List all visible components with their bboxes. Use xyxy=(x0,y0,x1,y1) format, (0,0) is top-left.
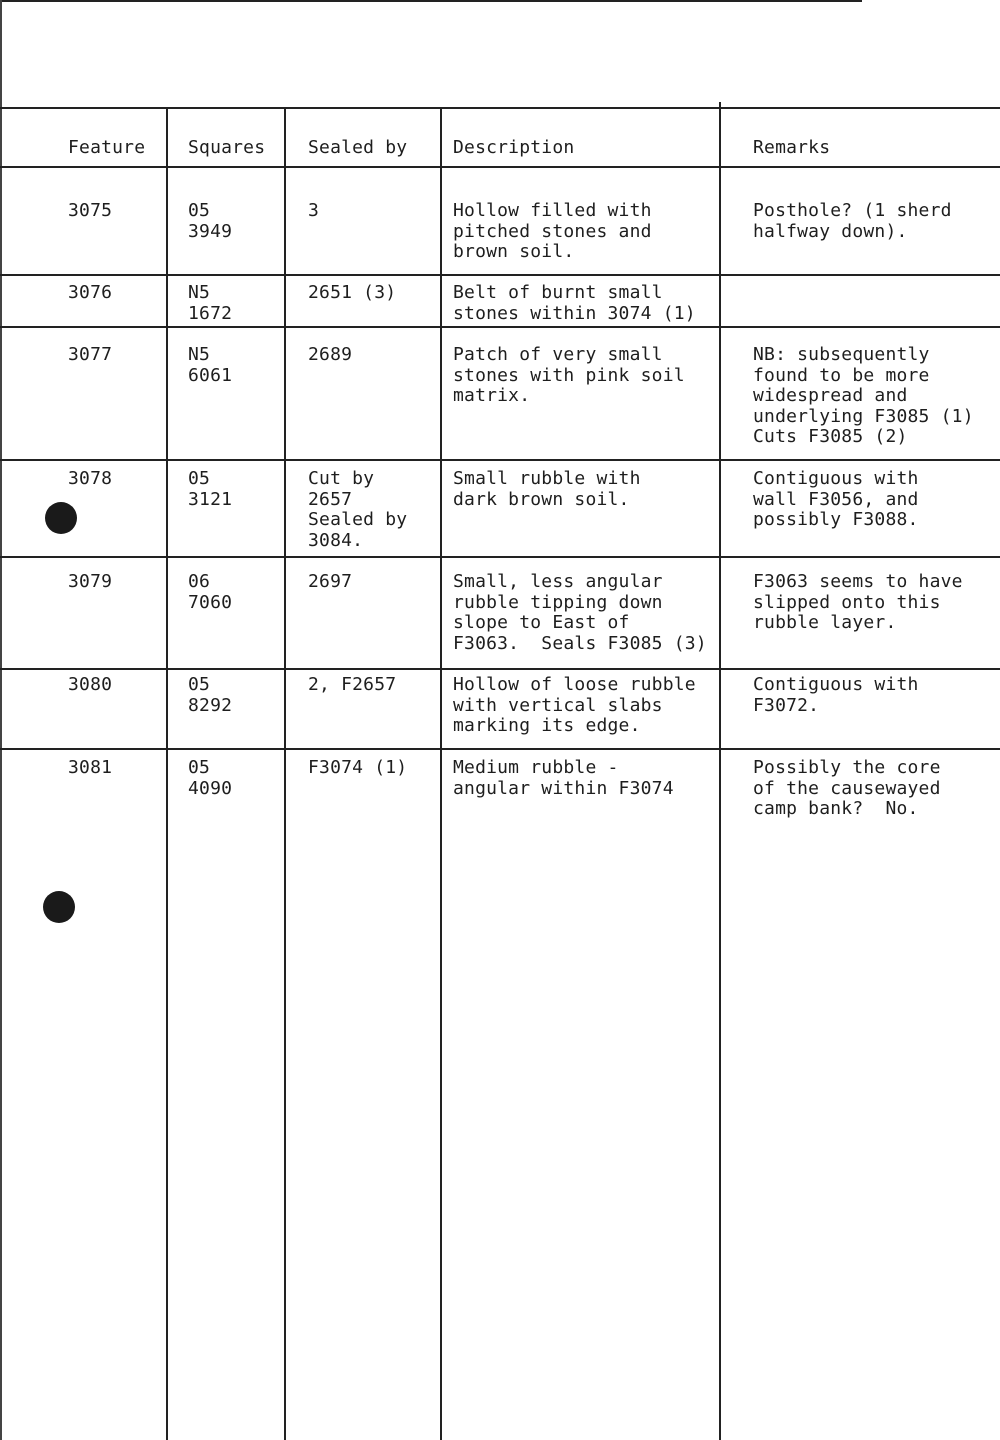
row-divider xyxy=(0,668,1000,670)
squares-value: 06 7060 xyxy=(188,571,233,613)
sealed-by-value: Cut by 2657 Sealed by 3084. xyxy=(308,468,408,551)
sealed-by-value: 2651 (3) xyxy=(308,282,397,303)
sealed-by-value: 2, F2657 xyxy=(308,674,397,695)
feature-number: 3077 xyxy=(68,344,113,365)
header-feature: Feature xyxy=(68,137,146,158)
squares-value: 05 4090 xyxy=(188,757,233,799)
row-divider xyxy=(0,274,1000,276)
remarks-text: Posthole? (1 sherd halfway down). xyxy=(753,200,952,242)
row-divider xyxy=(0,748,1000,750)
page-left-edge xyxy=(0,0,2,1440)
sealed-by-value: 2697 xyxy=(308,571,353,592)
row-divider xyxy=(0,459,1000,461)
sealed-by-value: 2689 xyxy=(308,344,353,365)
sealed-by-value: F3074 (1) xyxy=(308,757,408,778)
sealed-by-value: 3 xyxy=(308,200,320,221)
squares-value: N5 1672 xyxy=(188,282,233,324)
feature-number: 3076 xyxy=(68,282,113,303)
feature-number: 3079 xyxy=(68,571,113,592)
squares-value: N5 6061 xyxy=(188,344,233,386)
column-divider xyxy=(166,107,168,1440)
header-bottom-rule xyxy=(0,166,1000,168)
header-sealed-by: Sealed by xyxy=(308,137,408,158)
squares-value: 05 3121 xyxy=(188,468,233,510)
punch-hole xyxy=(45,502,77,534)
remarks-text: F3063 seems to have slipped onto this rubble layer. xyxy=(753,571,963,633)
description-text: Small rubble with dark brown soil. xyxy=(453,468,641,510)
header-squares: Squares xyxy=(188,137,266,158)
remarks-text: Contiguous with wall F3056, and possibly F3088. xyxy=(753,468,919,530)
remarks-text: Contiguous with F3072. xyxy=(753,674,919,716)
row-divider xyxy=(0,556,1000,558)
feature-number: 3075 xyxy=(68,200,113,221)
description-text: Patch of very small stones with pink soil matrix. xyxy=(453,344,685,406)
remarks-text: NB: subsequently found to be more widespread and underlying F3085 (1) Cuts F3085 (2) xyxy=(753,344,974,447)
table-top-rule xyxy=(0,107,1000,109)
header-description: Description xyxy=(453,137,575,158)
column-divider xyxy=(440,107,442,1440)
column-divider xyxy=(719,102,721,1440)
description-text: Hollow filled with pitched stones and brown soil. xyxy=(453,200,652,262)
feature-number: 3080 xyxy=(68,674,113,695)
column-divider xyxy=(284,107,286,1440)
page-top-edge xyxy=(0,0,862,2)
remarks-text: Possibly the core of the causewayed camp bank? No. xyxy=(753,757,941,819)
feature-number: 3078 xyxy=(68,468,113,489)
row-divider xyxy=(0,326,1000,328)
description-text: Medium rubble - angular within F3074 xyxy=(453,757,674,799)
punch-hole xyxy=(43,891,75,923)
description-text: Hollow of loose rubble with vertical slabs marking its edge. xyxy=(453,674,696,736)
description-text: Small, less angular rubble tipping down slope to East of F3063. Seals F3085 (3) xyxy=(453,571,707,654)
squares-value: 05 3949 xyxy=(188,200,233,242)
header-remarks: Remarks xyxy=(753,137,831,158)
squares-value: 05 8292 xyxy=(188,674,233,716)
feature-number: 3081 xyxy=(68,757,113,778)
description-text: Belt of burnt small stones within 3074 (1) xyxy=(453,282,696,324)
